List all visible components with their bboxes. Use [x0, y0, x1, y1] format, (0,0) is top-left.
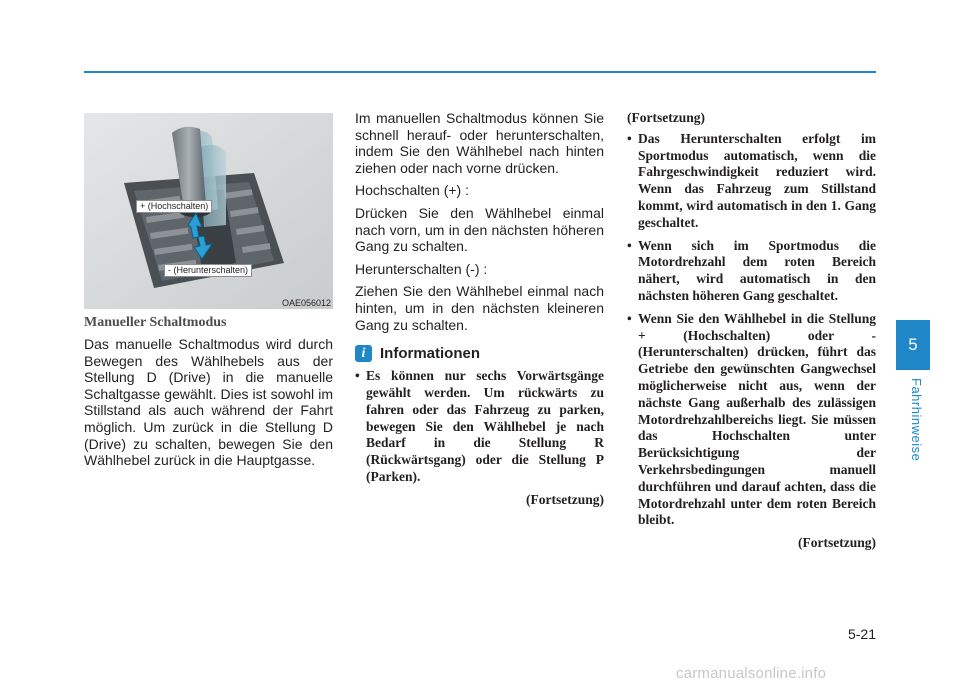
- upshift-label: + (Hochschalten): [136, 200, 212, 213]
- top-rule: [84, 71, 876, 73]
- downshift-heading: Herunterschalten (-) :: [355, 260, 488, 277]
- info-list: [355, 368, 604, 486]
- paragraph-quick-shift: Im manuellen Schaltmodus können Sie schnell herauf- oder herunterschalten, indem Sie den Wählhebel nach hinten ziehen oder nach vorne drücken.: [355, 110, 604, 176]
- info-title: Informationen: [380, 345, 480, 363]
- note-list: [627, 131, 876, 529]
- upshift-paragraph: Drücken Sie den Wählhebel einmal nach vorn, um in den nächsten höheren Gang zu schalten.: [355, 204, 604, 255]
- info-item: • Es können nur sechs Vorwärtsgänge gewählt werden. Um rückwärts zu fahren oder das Fahrzeug zu parken, bewegen Sie den Wählhebel je nach Bedarf in die Stellung R (Rückwärtsgang) oder die Stellung P (Parken).: [355, 368, 604, 486]
- continued-label: (Fortsetzung): [526, 491, 604, 507]
- section-heading: Manueller Schaltmodus: [84, 315, 227, 330]
- figure-code: OAE056012: [281, 298, 331, 308]
- manual-mode-paragraph: Das manuelle Schaltmodus wird durch Bewegen des Wählhebels aus der Stellung D (Drive) in die manuelle Schaltgasse gewählt. Dies ist sowohl im Stillstand als auch während der Fahrt möglich. Um zurück in die Stellung D (Drive) zu schalten, bewegen Sie den Wählhebel zurück in die Hauptgasse.: [84, 336, 333, 469]
- watermark: carmanualsonline.info: [676, 665, 827, 682]
- chapter-name: Fahrhinweise: [909, 378, 924, 462]
- right-column: [627, 110, 876, 556]
- continued-bottom-label: (Fortsetzung): [798, 535, 876, 551]
- note-item: • Wenn Sie den Wählhebel in die Stellung + (Hochschalten) oder - (Herunterschalten) drücken, führt das Getriebe den gewünschten Gangwechsel möglicherweise nicht aus, wenn der nächste Gang außerhalb des zulässigen Motordrehzahlbereichs liegt. Sie müssen das Hochschalten unter Berücksichtigung der Verkehrsbedingungen manuell durchführen und darauf achten, dass die Motordrehzahl unter dem roten Bereich bleibt.: [627, 311, 876, 529]
- middle-column: [355, 110, 604, 513]
- info-header: [355, 345, 604, 362]
- continued-top-label: (Fortsetzung): [627, 110, 705, 125]
- gear-lever-figure: [84, 113, 333, 309]
- note-item: • Das Herunterschalten erfolgt im Sportmodus automatisch, wenn die Fahrgeschwindigkeit reduziert wird. Wenn das Fahrzeug zum Stillstand kommt, wird automatisch in den 1. Gang geschaltet.: [627, 131, 876, 232]
- upshift-heading: Hochschalten (+) :: [355, 182, 469, 199]
- page-number: 5-21: [847, 626, 876, 642]
- downshift-label: - (Herunterschalten): [164, 264, 252, 277]
- chapter-number-tab[interactable]: 5: [896, 320, 930, 370]
- left-column: [84, 315, 333, 475]
- note-item: • Wenn sich im Sportmodus die Motordrehzahl dem roten Bereich nähert, wird automatisch in den nächsten höheren Gang geschaltet.: [627, 238, 876, 305]
- info-icon: i: [355, 345, 372, 362]
- downshift-paragraph: Ziehen Sie den Wählhebel einmal nach hinten, um in den nächsten kleineren Gang zu schalten.: [355, 283, 604, 333]
